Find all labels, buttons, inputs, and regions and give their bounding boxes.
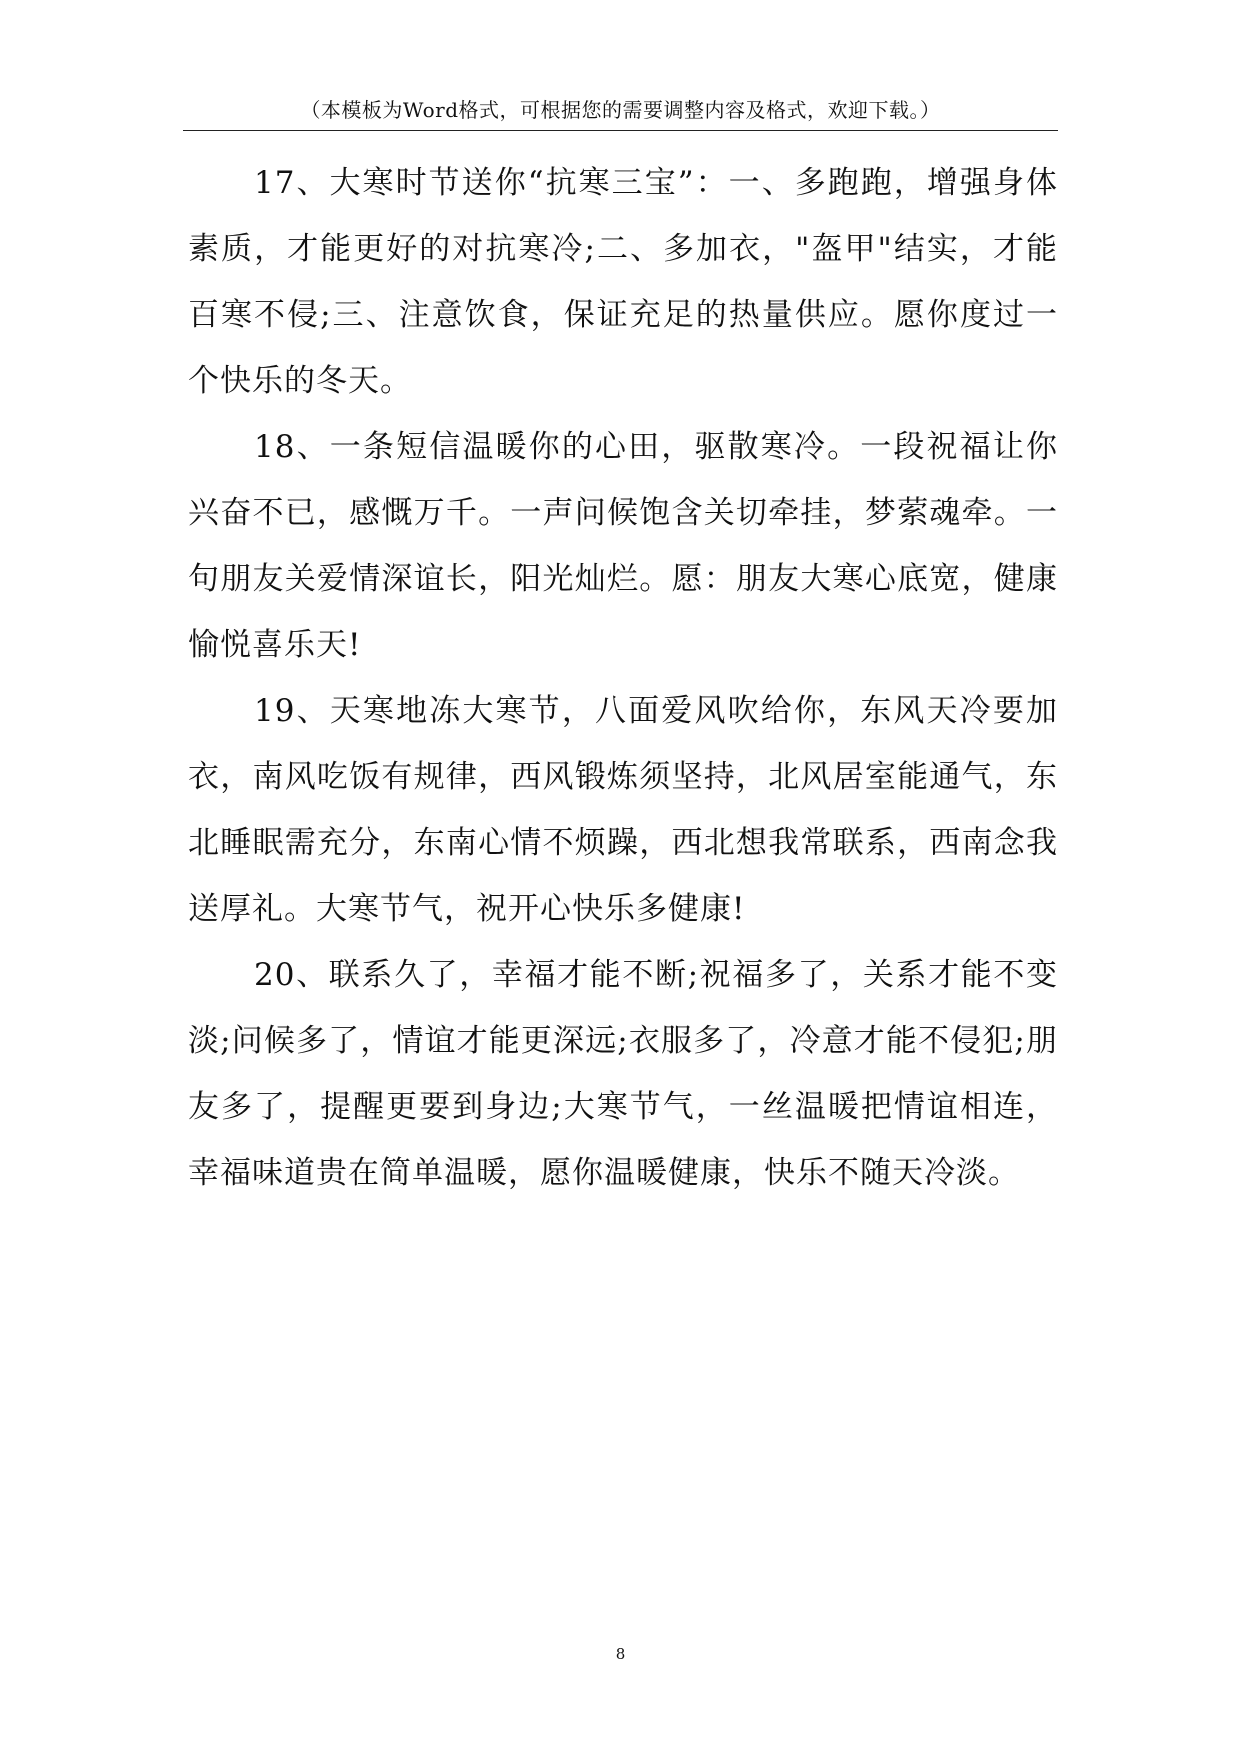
page-header-note: （本模板为Word格式，可根据您的需要调整内容及格式，欢迎下载。） (300, 98, 941, 122)
header-divider (183, 130, 1058, 131)
paragraph-19: 19、天寒地冻大寒节，八面爱风吹给你，东风天冷要加衣，南风吃饭有规律，西风锻炼须坚持，北风居室能通气，东北睡眠需充分，东南心情不烦躁，西北想我常联系，西南念我送厚礼。大寒节气，祝开心快乐多健康! (188, 693, 1058, 927)
paragraph-18: 18、一条短信温暖你的心田，驱散寒冷。一段祝福让你兴奋不已，感慨万千。一声问候饱含关切牵挂，梦萦魂牵。一句朋友关爱情深谊长，阳光灿烂。愿：朋友大寒心底宽，健康愉悦喜乐天! (188, 429, 1058, 663)
page-number: 8 (615, 1645, 626, 1663)
body-content (188, 150, 1058, 1206)
paragraph-17: 17、大寒时节送你“抗寒三宝”：一、多跑跑，增强身体素质，才能更好的对抗寒冷;二、多加衣，"盔甲"结实，才能百寒不侵;三、注意饮食，保证充足的热量供应。愿你度过一个快乐的冬天。 (188, 165, 1058, 399)
paragraph-20: 20、联系久了，幸福才能不断;祝福多了，关系才能不变淡;问候多了，情谊才能更深远;衣服多了，冷意才能不侵犯;朋友多了，提醒更要到身边;大寒节气，一丝温暖把情谊相连，幸福味道贵在简单温暖，愿你温暖健康，快乐不随天冷淡。 (188, 957, 1058, 1191)
